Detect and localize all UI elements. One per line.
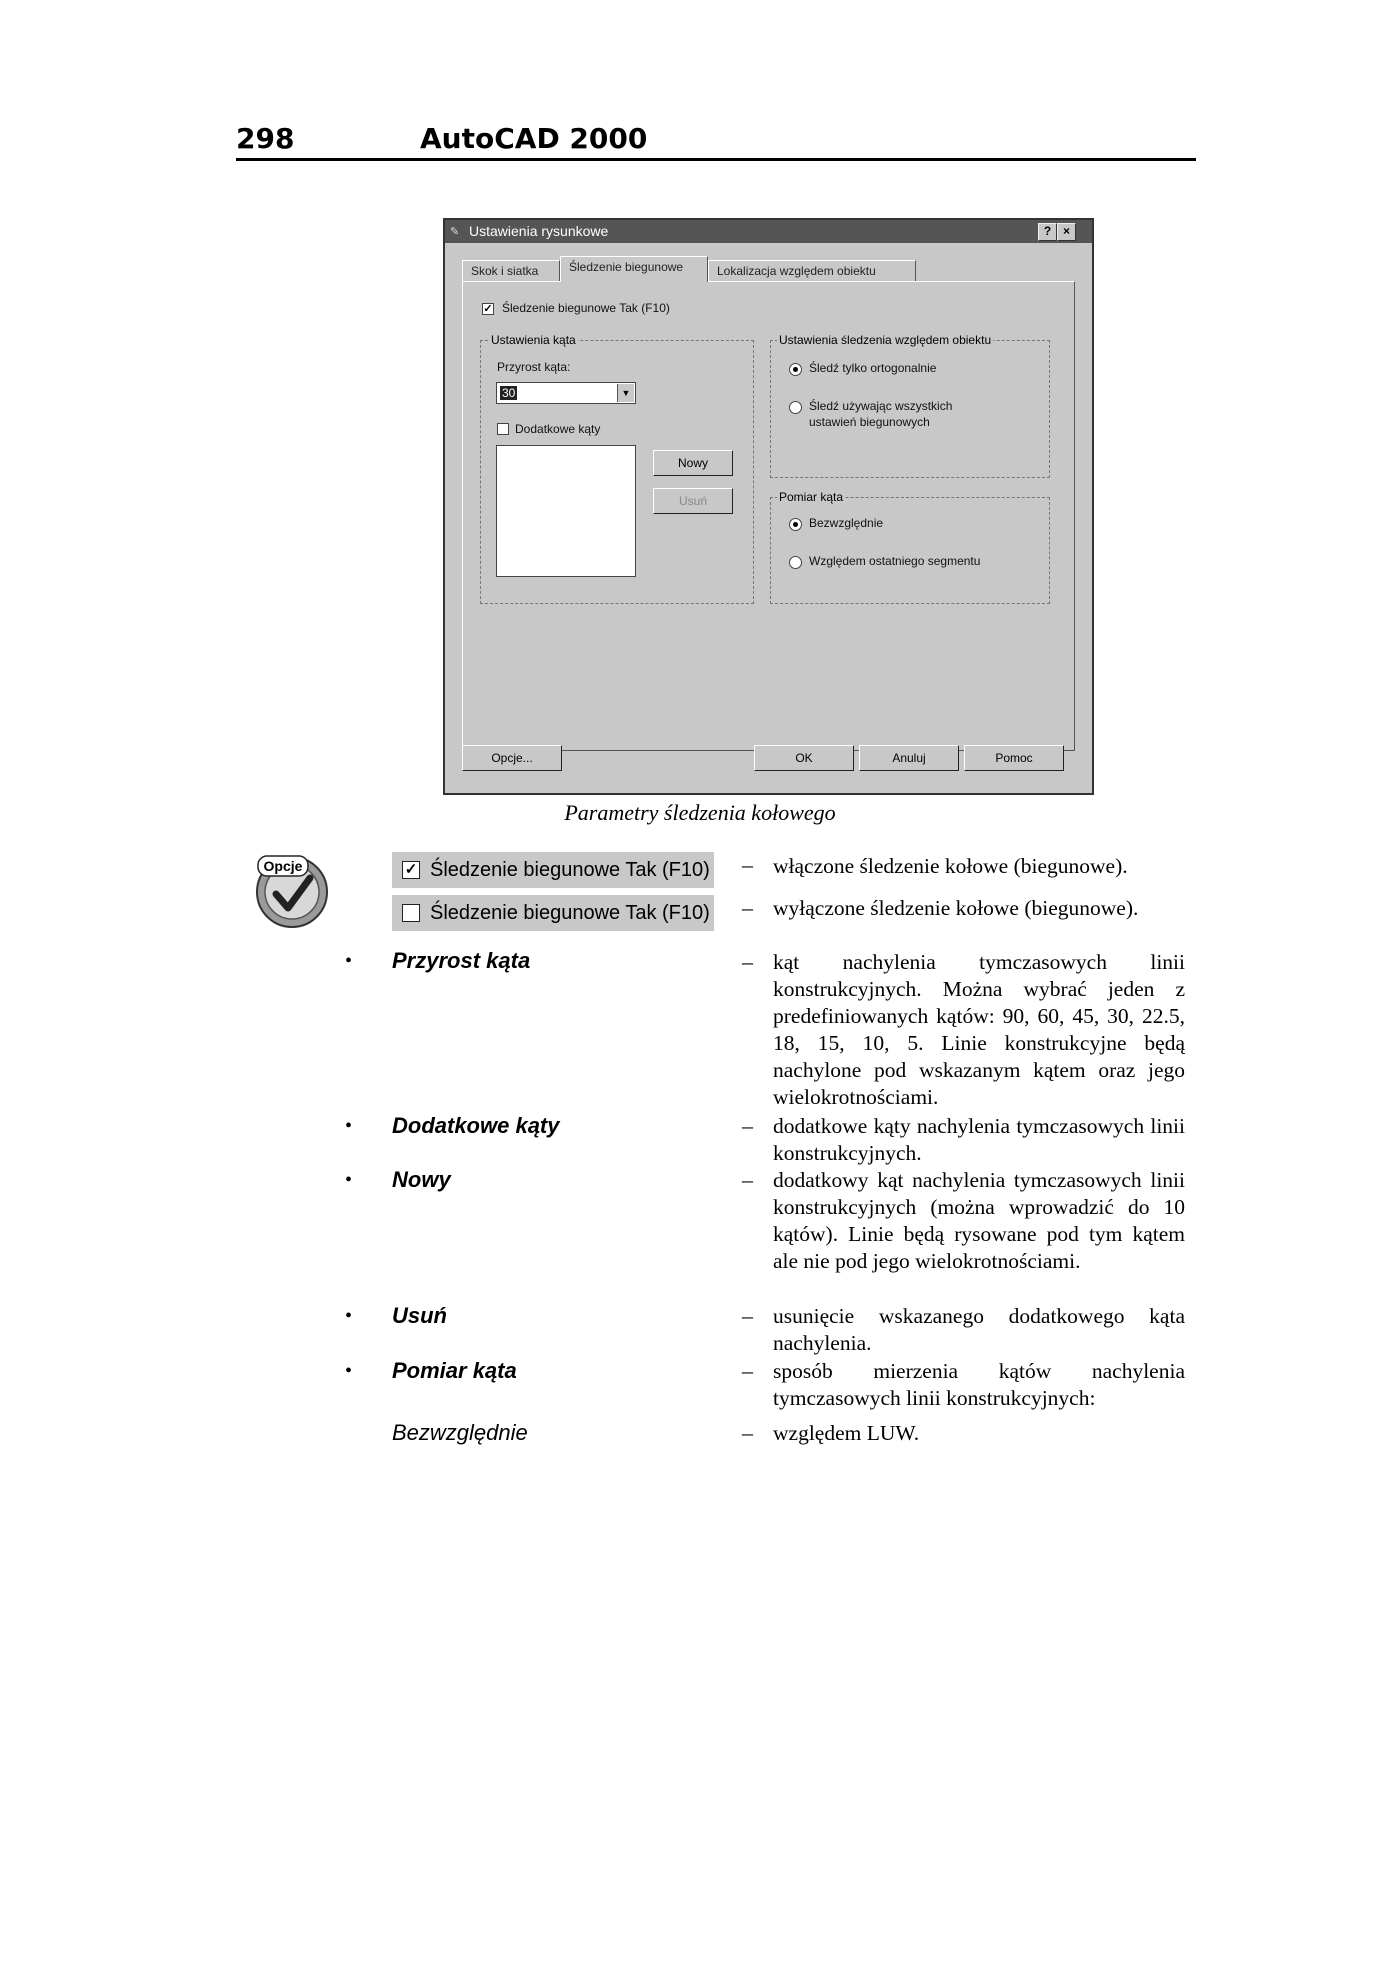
tab-polar-tracking[interactable]: Śledzenie biegunowe [560,256,708,282]
additional-angles-checkbox[interactable] [497,423,509,435]
relative-segment-radio[interactable] [789,556,802,569]
angle-settings-title: Ustawienia kąta [491,333,576,347]
tab-snap-grid[interactable]: Skok i siatka [462,260,560,281]
term-new: Nowy [392,1167,451,1192]
track-orthogonal-radio[interactable] [789,363,802,376]
cancel-button[interactable]: Anuluj [859,745,959,771]
app-icon: ✎ [450,226,460,238]
term-absolute: Bezwzględnie [392,1420,528,1445]
new-angle-button[interactable]: Nowy [653,450,733,476]
term-measure: Pomiar kąta [392,1358,517,1383]
ok-button[interactable]: OK [754,745,854,771]
page-number: 298 [236,122,295,155]
dialog-titlebar [445,220,1092,243]
track-all-polar-radio[interactable] [789,401,802,414]
dash: – [742,1167,753,1192]
dash: – [742,1113,753,1138]
figure-caption: Parametry śledzenia kołowego [564,800,836,825]
def-measure: sposób mierzenia kątów nachylenia tymczasowych linii konstrukcyjnych: [773,1359,1185,1410]
options-button[interactable]: Opcje... [462,745,562,771]
help-title-button[interactable]: ? [1038,223,1057,241]
delete-angle-button[interactable]: Usuń [653,488,733,514]
checkbox-unchecked-icon [402,904,420,922]
book-title: AutoCAD 2000 [420,122,648,155]
increment-angle-select[interactable] [496,382,636,404]
track-all-polar-label-1: Śledź używając wszystkich [809,399,953,413]
additional-angles-label: Dodatkowe kąty [515,422,601,436]
dash: – [742,1420,753,1445]
chevron-down-icon[interactable]: ▼ [617,384,634,402]
def-additional: dodatkowe kąty nachylenia tymczasowych linii konstrukcyjnych. [773,1114,1185,1165]
dash: – [742,949,753,974]
increment-value: 30 [502,386,516,400]
polar-off-chip-label: Śledzenie biegunowe Tak (F10) [430,902,710,924]
polar-tracking-label: Śledzenie biegunowe Tak (F10) [502,301,670,315]
header-rule [236,158,1196,161]
close-icon[interactable]: × [1057,223,1076,241]
dash: – [742,852,753,877]
bullet: • [345,1115,353,1137]
help-button[interactable]: Pomoc [964,745,1064,771]
term-increment: Przyrost kąta [392,948,531,973]
bullet: • [345,950,353,972]
angle-measurement-title: Pomiar kąta [779,490,844,504]
absolute-radio[interactable] [789,518,802,531]
def-absolute: względem LUW. [773,1421,920,1445]
absolute-label: Bezwzględnie [809,516,884,530]
dialog-title: Ustawienia rysunkowe [469,223,609,239]
polar-off-definition: wyłączone śledzenie kołowe (biegunowe). [773,896,1139,920]
dash: – [742,1303,753,1328]
polar-on-chip [392,852,714,888]
track-orthogonal-label: Śledź tylko ortogonalnie [809,361,937,375]
increment-label: Przyrost kąta: [497,360,571,374]
dash: – [742,1358,753,1383]
bullet: • [345,1360,353,1382]
angle-measurement-group [770,490,1050,604]
polar-off-chip [392,895,714,931]
def-increment: kąt nachylenia tymczasowych linii konstrukcyjnych. Można wybrać jeden z predefiniowanych kątów: 90, 60, 45, 30, 22.5, 18, 15, 10, 5. Linie konstrukcyjne będą nachylone pod wskazanym kątem oraz jego wielokrotnościami. [773,950,1185,1109]
options-badge-icon [252,848,330,930]
object-tracking-title: Ustawienia śledzenia względem obiektu [779,333,992,347]
term-delete: Usuń [392,1303,447,1328]
options-badge-label: Opcje [263,858,303,874]
term-additional: Dodatkowe kąty [392,1113,560,1138]
checkbox-checked-icon: ✓ [402,861,420,879]
polar-on-definition: włączone śledzenie kołowe (biegunowe). [773,854,1128,878]
relative-segment-label: Względem ostatniego segmentu [809,554,981,568]
additional-angles-list[interactable] [496,445,636,577]
polar-on-chip-label: Śledzenie biegunowe Tak (F10) [430,859,710,881]
tab-object-snap-tracking[interactable]: Lokalizacja względem obiektu [708,260,916,281]
bullet: • [345,1169,353,1191]
drawing-settings-dialog [443,218,1094,795]
def-delete: usunięcie wskazanego dodatkowego kąta nachylenia. [773,1304,1185,1355]
track-all-polar-label-2: ustawień biegunowych [809,415,930,429]
def-new: dodatkowy kąt nachylenia tymczasowych linii konstrukcyjnych (można wprowadzić do 10 kątów). Linie będą rysowane pod tym kątem ale nie pod jego wielokrotnościami. [773,1168,1185,1273]
polar-tracking-checkbox[interactable]: ✓ [483,303,493,315]
dash: – [742,895,753,920]
bullet: • [345,1305,353,1327]
